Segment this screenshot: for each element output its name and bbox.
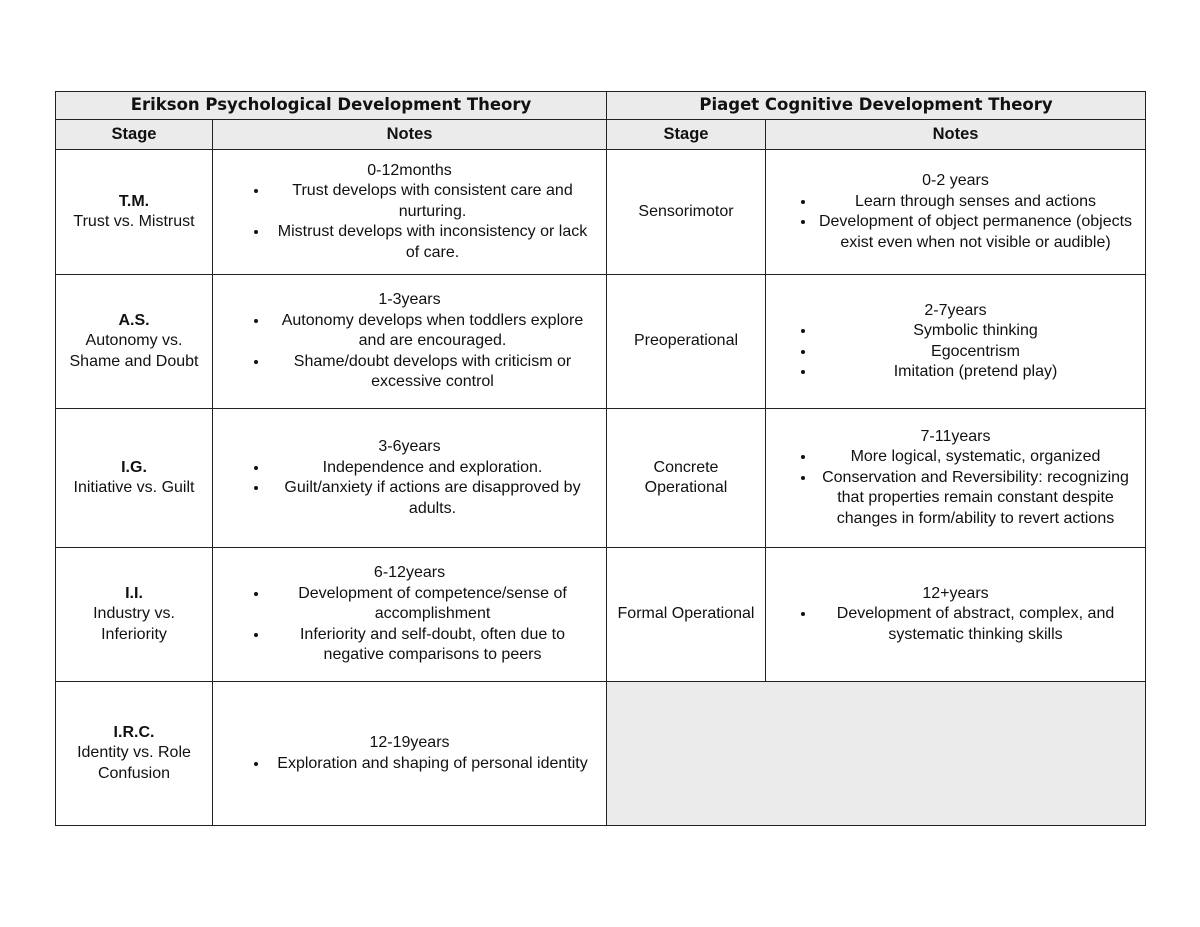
erikson-notes-cell [213, 409, 607, 548]
age-range: 7-11years [920, 427, 991, 445]
table-row [56, 409, 1146, 548]
age-range: 2-7years [924, 301, 987, 319]
erikson-title: Erikson Psychological Development Theory [56, 92, 607, 120]
notes-list [223, 181, 596, 263]
stage-name: Sensorimotor [638, 202, 734, 220]
erikson-stage-header: Stage [56, 120, 213, 150]
table-row [56, 682, 1146, 826]
column-header-row [56, 120, 1146, 150]
stage-name: Formal Operational [617, 605, 755, 623]
age-range: 0-2 years [922, 172, 989, 189]
note-item: • Egocentrism [816, 342, 1135, 363]
stage-name: Trust vs. Mistrust [73, 213, 195, 230]
piaget-notes-header: Notes [766, 120, 1146, 150]
note-item: • More logical, systematic, organized [816, 447, 1135, 468]
stage-name: Identity vs. Role Confusion [77, 744, 191, 782]
age-range: 1-3years [378, 291, 441, 309]
piaget-notes-cell [766, 150, 1146, 275]
piaget-title: Piaget Cognitive Development Theory [607, 92, 1146, 120]
table-row [56, 548, 1146, 682]
note-item: • Conservation and Reversibility: recognizing that properties remain constant despite changes in form/ability to revert actions [816, 468, 1135, 530]
note-item: • Shame/doubt develops with criticism or excessive control [269, 352, 596, 393]
notes-list [776, 192, 1135, 254]
stage-code: I.I. [125, 584, 143, 602]
stage-name: Preoperational [633, 332, 739, 350]
development-theory-table [55, 91, 1146, 826]
erikson-stage-cell [56, 548, 213, 682]
age-range: 12-19years [369, 734, 450, 751]
stage-code: T.M. [118, 192, 150, 210]
stage-code: I.G. [121, 458, 147, 476]
note-item: • Development of competence/sense of accomplishment [269, 584, 596, 625]
erikson-notes-cell [213, 275, 607, 409]
erikson-notes-cell [213, 682, 607, 826]
notes-list [223, 584, 596, 666]
age-range: 12+years [922, 584, 989, 602]
erikson-stage-cell [56, 409, 213, 548]
erikson-stage-cell [56, 682, 213, 826]
note-item: • Development of abstract, complex, and systematic thinking skills [816, 604, 1135, 645]
age-range: 3-6years [378, 438, 441, 455]
notes-list [776, 447, 1135, 529]
note-item: • Autonomy develops when toddlers explore and are encouraged. [269, 311, 596, 352]
note-item: • Independence and exploration. [269, 458, 596, 479]
piaget-notes-cell [766, 409, 1146, 548]
erikson-stage-cell [56, 275, 213, 409]
notes-list [776, 321, 1135, 383]
notes-list [776, 604, 1135, 645]
notes-list [223, 754, 596, 775]
empty-cell [607, 682, 1146, 826]
note-item: • Exploration and shaping of personal identity [269, 754, 596, 775]
piaget-notes-cell [766, 275, 1146, 409]
erikson-stage-cell [56, 150, 213, 275]
stage-name: Concrete Operational [644, 458, 728, 496]
age-range: 0-12months [367, 161, 452, 179]
note-item: • Trust develops with consistent care and nurturing. [269, 181, 596, 222]
note-item: • Learn through senses and actions [816, 192, 1135, 213]
table-row [56, 150, 1146, 275]
notes-list [223, 458, 596, 520]
note-item: • Mistrust develops with inconsistency or lack of care. [269, 222, 596, 263]
piaget-stage-cell [607, 548, 766, 682]
stage-name: Autonomy vs. Shame and Doubt [69, 332, 199, 370]
table-row [56, 275, 1146, 409]
note-item: • Development of object permanence (objects exist even when not visible or audible) [816, 212, 1135, 253]
note-item: • Guilt/anxiety if actions are disapproved by adults. [269, 478, 596, 519]
erikson-notes-header: Notes [213, 120, 607, 150]
erikson-notes-cell [213, 548, 607, 682]
piaget-stage-cell [607, 150, 766, 275]
erikson-notes-cell [213, 150, 607, 275]
piaget-notes-cell [766, 548, 1146, 682]
title-row [56, 92, 1146, 120]
piaget-stage-header: Stage [607, 120, 766, 150]
stage-name: Industry vs. Inferiority [93, 605, 175, 643]
note-item: • Inferiority and self-doubt, often due to negative comparisons to peers [269, 625, 596, 666]
stage-code: I.R.C. [113, 723, 155, 741]
piaget-stage-cell [607, 275, 766, 409]
stage-name: Initiative vs. Guilt [73, 479, 195, 496]
notes-list [223, 311, 596, 393]
piaget-stage-cell [607, 409, 766, 548]
note-item: • Symbolic thinking [816, 321, 1135, 342]
age-range: 6-12years [373, 564, 446, 582]
note-item: • Imitation (pretend play) [816, 362, 1135, 383]
stage-code: A.S. [118, 311, 150, 329]
